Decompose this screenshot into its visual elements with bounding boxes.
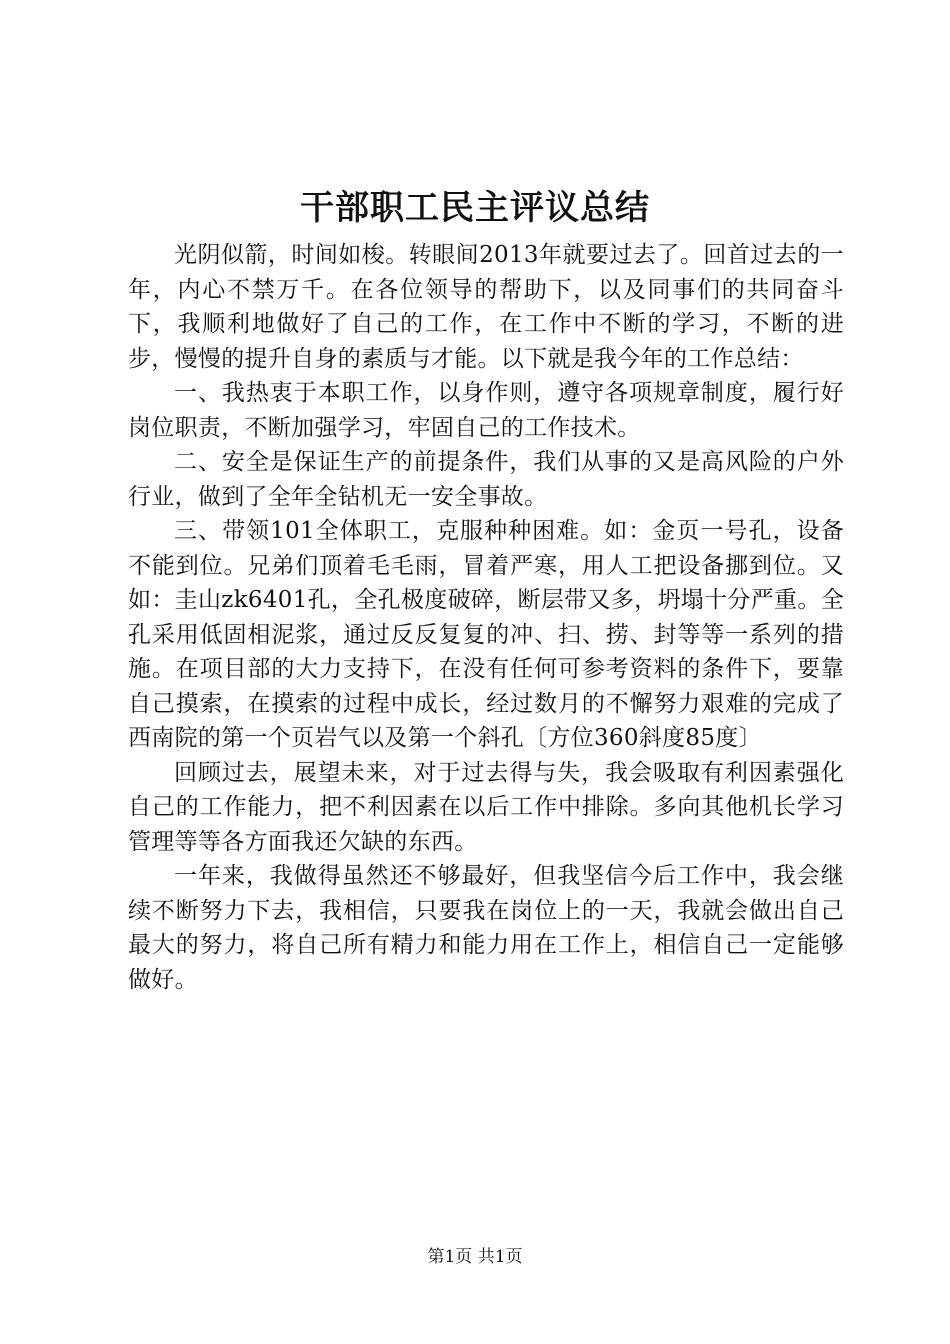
paragraph-point-three: 三、带领101全体职工，克服种种困难。如：金页一号孔，设备不能到位。兄弟们顶着毛毛雨，冒着严寒，用人工把设备挪到位。又如：圭山zk6401孔，全孔极度破碎，断层带又多，坍塌十分严重。全孔采用低固相泥浆，通过反反复复的冲、扫、捞、封等等一系列的措施。在项目部的大力支持下，在没有任何可参考资料的条件下，要靠自己摸索，在摸索的过程中成长，经过数月的不懈努力艰难的完成了西南院的第一个页岩气以及第一个斜孔〔方位360斜度85度〕: [128, 518, 844, 751]
paragraph-point-two: 二、安全是保证生产的前提条件，我们从事的又是高风险的户外行业，做到了全年全钻机无一安全事故。: [128, 449, 844, 510]
paragraph-point-one: 一、我热衷于本职工作，以身作则，遵守各项规章制度，履行好岗位职责，不断加强学习，牢固自己的工作技术。: [128, 380, 844, 441]
document-body: [128, 238, 844, 997]
paragraph-intro: 光阴似箭，时间如梭。转眼间2013年就要过去了。回首过去的一年，内心不禁万千。在各位领导的帮助下，以及同事们的共同奋斗下，我顺利地做好了自己的工作，在工作中不断的学习，不断的进步，慢慢的提升自身的素质与才能。以下就是我今年的工作总结：: [128, 242, 844, 372]
page-number-footer: 第1页 共1页: [427, 1247, 523, 1267]
paragraph-review: 回顾过去，展望未来，对于过去得与失，我会吸取有利因素强化自己的工作能力，把不利因素在以后工作中排除。多向其他机长学习管理等等各方面我还欠缺的东西。: [128, 759, 844, 855]
document-title: 干部职工民主评议总结: [300, 188, 650, 228]
paragraph-conclusion: 一年来，我做得虽然还不够最好，但我坚信今后工作中，我会继续不断努力下去，我相信，只要我在岗位上的一天，我就会做出自己最大的努力，将自己所有精力和能力用在工作上，相信自己一定能够做好。: [128, 863, 844, 993]
